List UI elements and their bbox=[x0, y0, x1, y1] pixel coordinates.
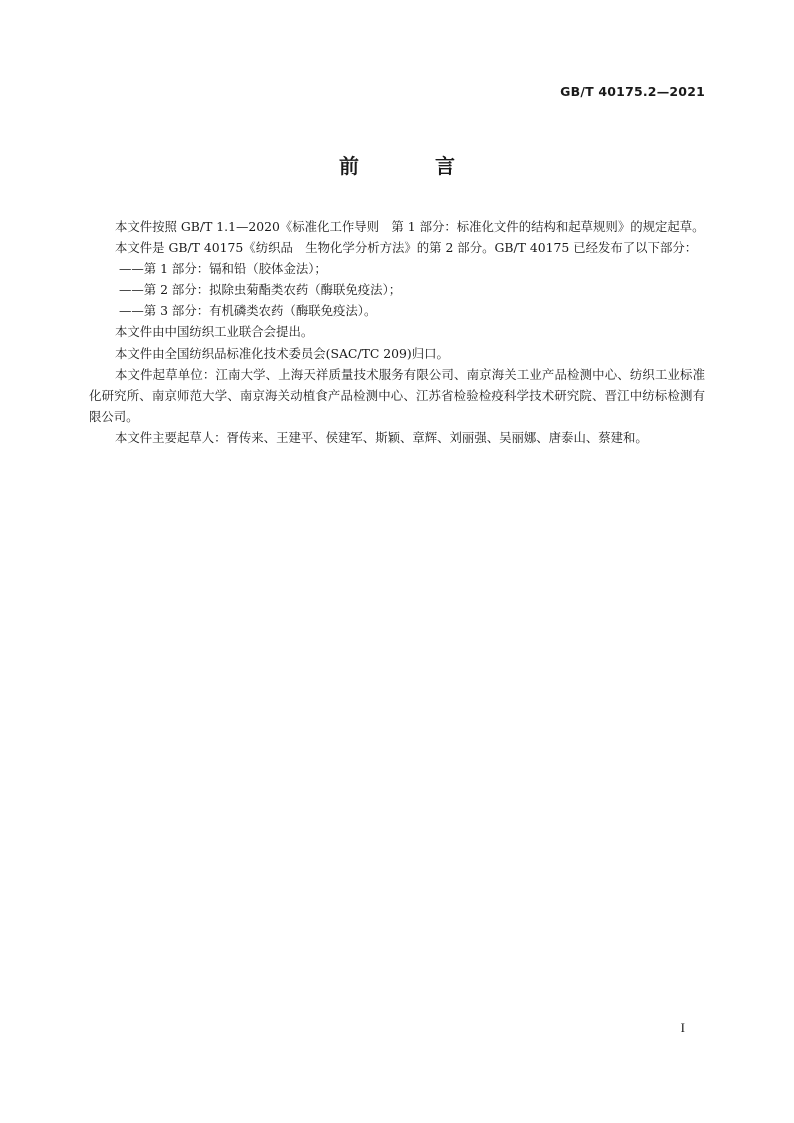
paragraph-proposer: 本文件由中国纺织工业联合会提出。 bbox=[115, 324, 314, 340]
page-title: 前 言 bbox=[339, 154, 483, 178]
paragraph-series-intro: 本文件是 GB/T 40175《纺织品 生物化学分析方法》的第 2 部分。GB/T 40175 已经发布了以下部分： bbox=[115, 240, 698, 256]
list-item-part-1: ——第 1 部分：镉和铅（胶体金法）； bbox=[119, 261, 327, 277]
standard-code: GB/T 40175.2—2021 bbox=[560, 84, 705, 99]
paragraph-committee: 本文件由全国纺织品标准化技术委员会(SAC/TC 209)归口。 bbox=[115, 345, 449, 361]
page-number: I bbox=[680, 1020, 685, 1035]
paragraph-drafting-units: 本文件起草单位：江南大学、上海天祥质量技术服务有限公司、南京海关工业产品检测中心、纺织工业标准化研究所、南京师范大学、南京海关动植食产品检测中心、江苏省检验检疫科学技术研究院、晋江中纺标检测有限公司。 bbox=[89, 366, 705, 424]
document-body bbox=[89, 216, 705, 448]
list-item-part-2: ——第 2 部分：拟除虫菊酯类农药（酶联免疫法）； bbox=[119, 282, 402, 298]
paragraph-drafters: 本文件主要起草人：胥传来、王建平、侯建军、斯颖、章辉、刘丽强、吴丽娜、唐泰山、蔡建和。 bbox=[115, 429, 648, 445]
list-item-part-3: ——第 3 部分：有机磷类农药（酶联免疫法）。 bbox=[119, 303, 377, 319]
paragraph-drafting-basis: 本文件按照 GB/T 1.1—2020《标准化工作导则 第 1 部分：标准化文件的结构和起草规则》的规定起草。 bbox=[115, 219, 705, 234]
